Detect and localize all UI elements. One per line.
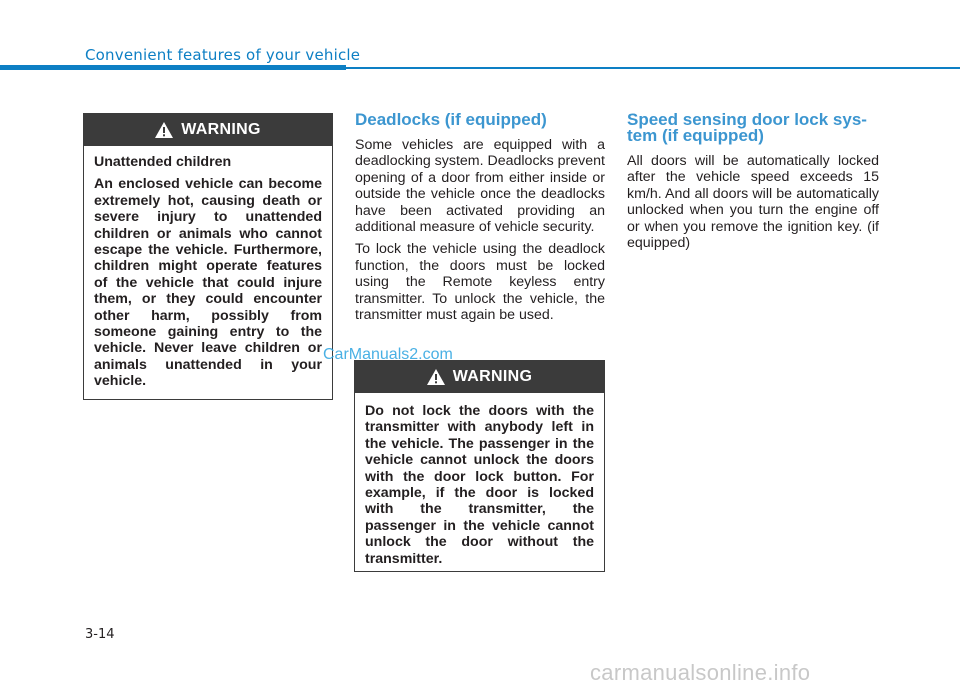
speed-lock-paragraph: All doors will be automatically locked after the vehicle speed exceeds 15 km/h. And all doors will be automatically unlocked when you turn the engine off or when you remove the ignition key. (if equipped) bbox=[627, 153, 879, 252]
deadlocks-paragraph-2: To lock the vehicle using the deadlock function, the doors must be locked using the Remote keyless entry transmitter. To unlock the vehicle, the transmitter must again be used. bbox=[355, 241, 605, 324]
header-rule-thin bbox=[346, 67, 960, 69]
warning-box-unattended-children bbox=[83, 113, 333, 400]
section-header-title: Convenient features of your vehicle bbox=[85, 46, 361, 64]
warning-header bbox=[355, 361, 604, 393]
warning-label: WARNING bbox=[452, 368, 533, 385]
speed-lock-title-line-1: Speed sensing door lock sys- bbox=[627, 110, 867, 129]
deadlocks-title: Deadlocks (if equipped) bbox=[355, 110, 547, 129]
header-rule-thick bbox=[0, 65, 346, 70]
warning-header bbox=[84, 114, 332, 146]
deadlocks-body bbox=[355, 137, 605, 329]
deadlocks-paragraph-1: Some vehicles are equipped with a deadlocking system. Deadlocks prevent opening of a door from either inside or outside the vehicle once the deadlocks have been activated providing an additional measure of vehicle security. bbox=[355, 137, 605, 236]
warning-triangle-icon bbox=[155, 122, 173, 138]
warning-label: WARNING bbox=[181, 121, 261, 138]
warning-triangle-icon bbox=[427, 369, 445, 385]
warning-subtitle: Unattended children bbox=[94, 154, 232, 170]
speed-lock-body bbox=[627, 153, 879, 257]
watermark-carmanuals2: CarManuals2.com bbox=[323, 346, 453, 363]
warning-text: Do not lock the doors with the transmitter with anybody left in the vehicle. The passenger in the vehicle cannot unlock the doors with the door lock button. For example, if the door is locked with the transmitter, the passenger in the vehicle cannot unlock the door without the transmitter. bbox=[365, 403, 594, 567]
page-number: 3-14 bbox=[85, 627, 115, 642]
warning-text: An enclosed vehicle can become extremely hot, causing death or severe injury to unattended children or animals who cannot escape the vehicle. Furthermore, children might operate features of the vehicle that could injure them, or they could encounter other harm, possibly from someone gaining entry to the vehicle. Never leave children or animals unattended in your vehicle. bbox=[94, 176, 322, 390]
speed-lock-title bbox=[627, 112, 879, 144]
speed-lock-title-line-2: tem (if equipped) bbox=[627, 126, 764, 145]
warning-box-transmitter bbox=[354, 360, 605, 572]
watermark-carmanualsonline: carmanualsonline.info bbox=[590, 660, 811, 685]
